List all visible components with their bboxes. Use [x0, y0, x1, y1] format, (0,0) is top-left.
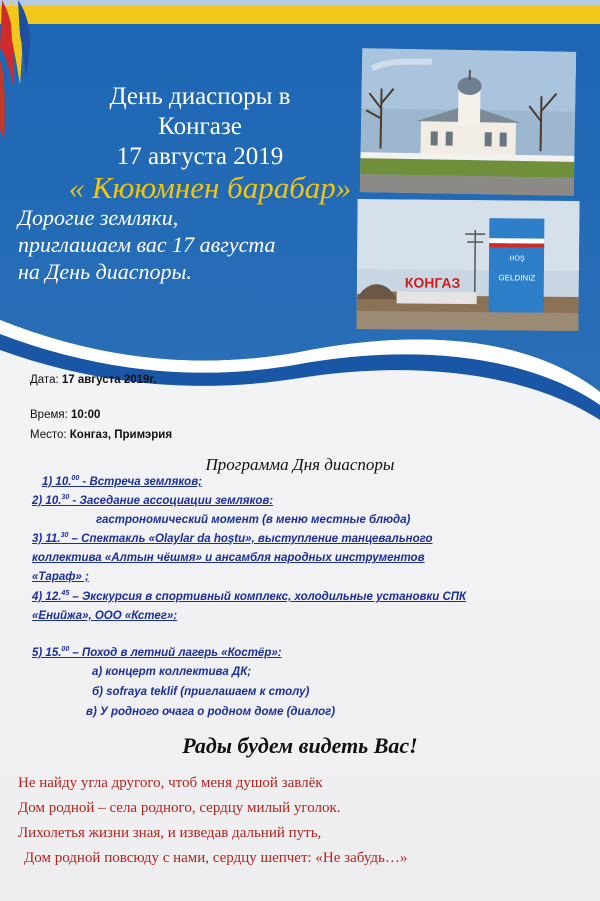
time-value: 10:00	[71, 409, 101, 421]
program-item: гастрономический момент (в меню местные блюда)	[96, 514, 411, 526]
sign-small-text-1: HOŞ	[509, 255, 525, 263]
program-item: 2) 10.30 - Заседание ассоциации земляков:	[32, 494, 274, 507]
place-value: Конгаз, Примэрия	[69, 429, 173, 441]
poem-line: Не найду угла другого, чтоб меня душой завлёк	[18, 775, 323, 791]
program-item: 5) 15.00 – Поход в летний лагерь «Костёр»:	[32, 646, 282, 659]
invitation-text: Дорогие земляки, приглашаем вас 17 августа на День диаспоры.	[18, 205, 276, 284]
program-item: б) sofraya teklif (приглашаем к столу)	[92, 686, 310, 698]
program-item: 1) 10.00 - Встреча земляков;	[42, 475, 202, 488]
time-label: Время:	[30, 409, 71, 421]
church-photo	[360, 48, 576, 196]
date-line	[30, 374, 156, 386]
poem-line: Лихолетья жизни зная, и изведав дальний путь,	[18, 825, 322, 841]
closing-phrase: Рады будем видеть Вас!	[182, 733, 418, 758]
poem	[18, 771, 407, 871]
program-item: «Тараф» ;	[32, 571, 89, 583]
date-value: 17 августа 2019г.	[61, 374, 157, 386]
program-item: 4) 12.45 – Экскурсия в спортивный комплекс, холодильные установки СПК	[32, 590, 467, 603]
program-title: Программа Дня диаспоры	[205, 455, 395, 474]
poem-line: Дом родной – села родного, сердцу милый уголок.	[18, 800, 341, 816]
time-line	[30, 409, 100, 421]
program-item: «Енийжа», ООО «Кстег»:	[32, 610, 178, 622]
place-line	[30, 429, 172, 441]
header-banner	[0, 0, 600, 420]
program-item: в) У родного очага о родном доме (диалог)	[86, 706, 336, 718]
event-motto: « Кююмнен барабар»	[68, 170, 352, 205]
program-item: а) концерт коллектива ДК;	[92, 666, 252, 678]
date-label: Дата:	[30, 374, 62, 386]
event-title: День диаспоры в Конгазе 17 августа 2019	[109, 83, 291, 170]
village-sign-photo	[356, 199, 579, 331]
sign-small-text-2: GELDINIZ	[498, 273, 536, 283]
yellow-top-stripe	[0, 6, 600, 24]
sign-letters: КОНГАЗ	[404, 274, 461, 291]
place-label: Место:	[30, 429, 70, 441]
program-item: коллектива «Алтын чёшмя» и ансамбля народных инструментов	[32, 552, 425, 564]
program-item: 3) 11.30 – Спектакль «Olaylar da hoştu», выступление танцевального	[32, 532, 433, 545]
poem-line: Дом родной повсюду с нами, сердцу шепчет: «Не забудь…»	[24, 850, 408, 866]
